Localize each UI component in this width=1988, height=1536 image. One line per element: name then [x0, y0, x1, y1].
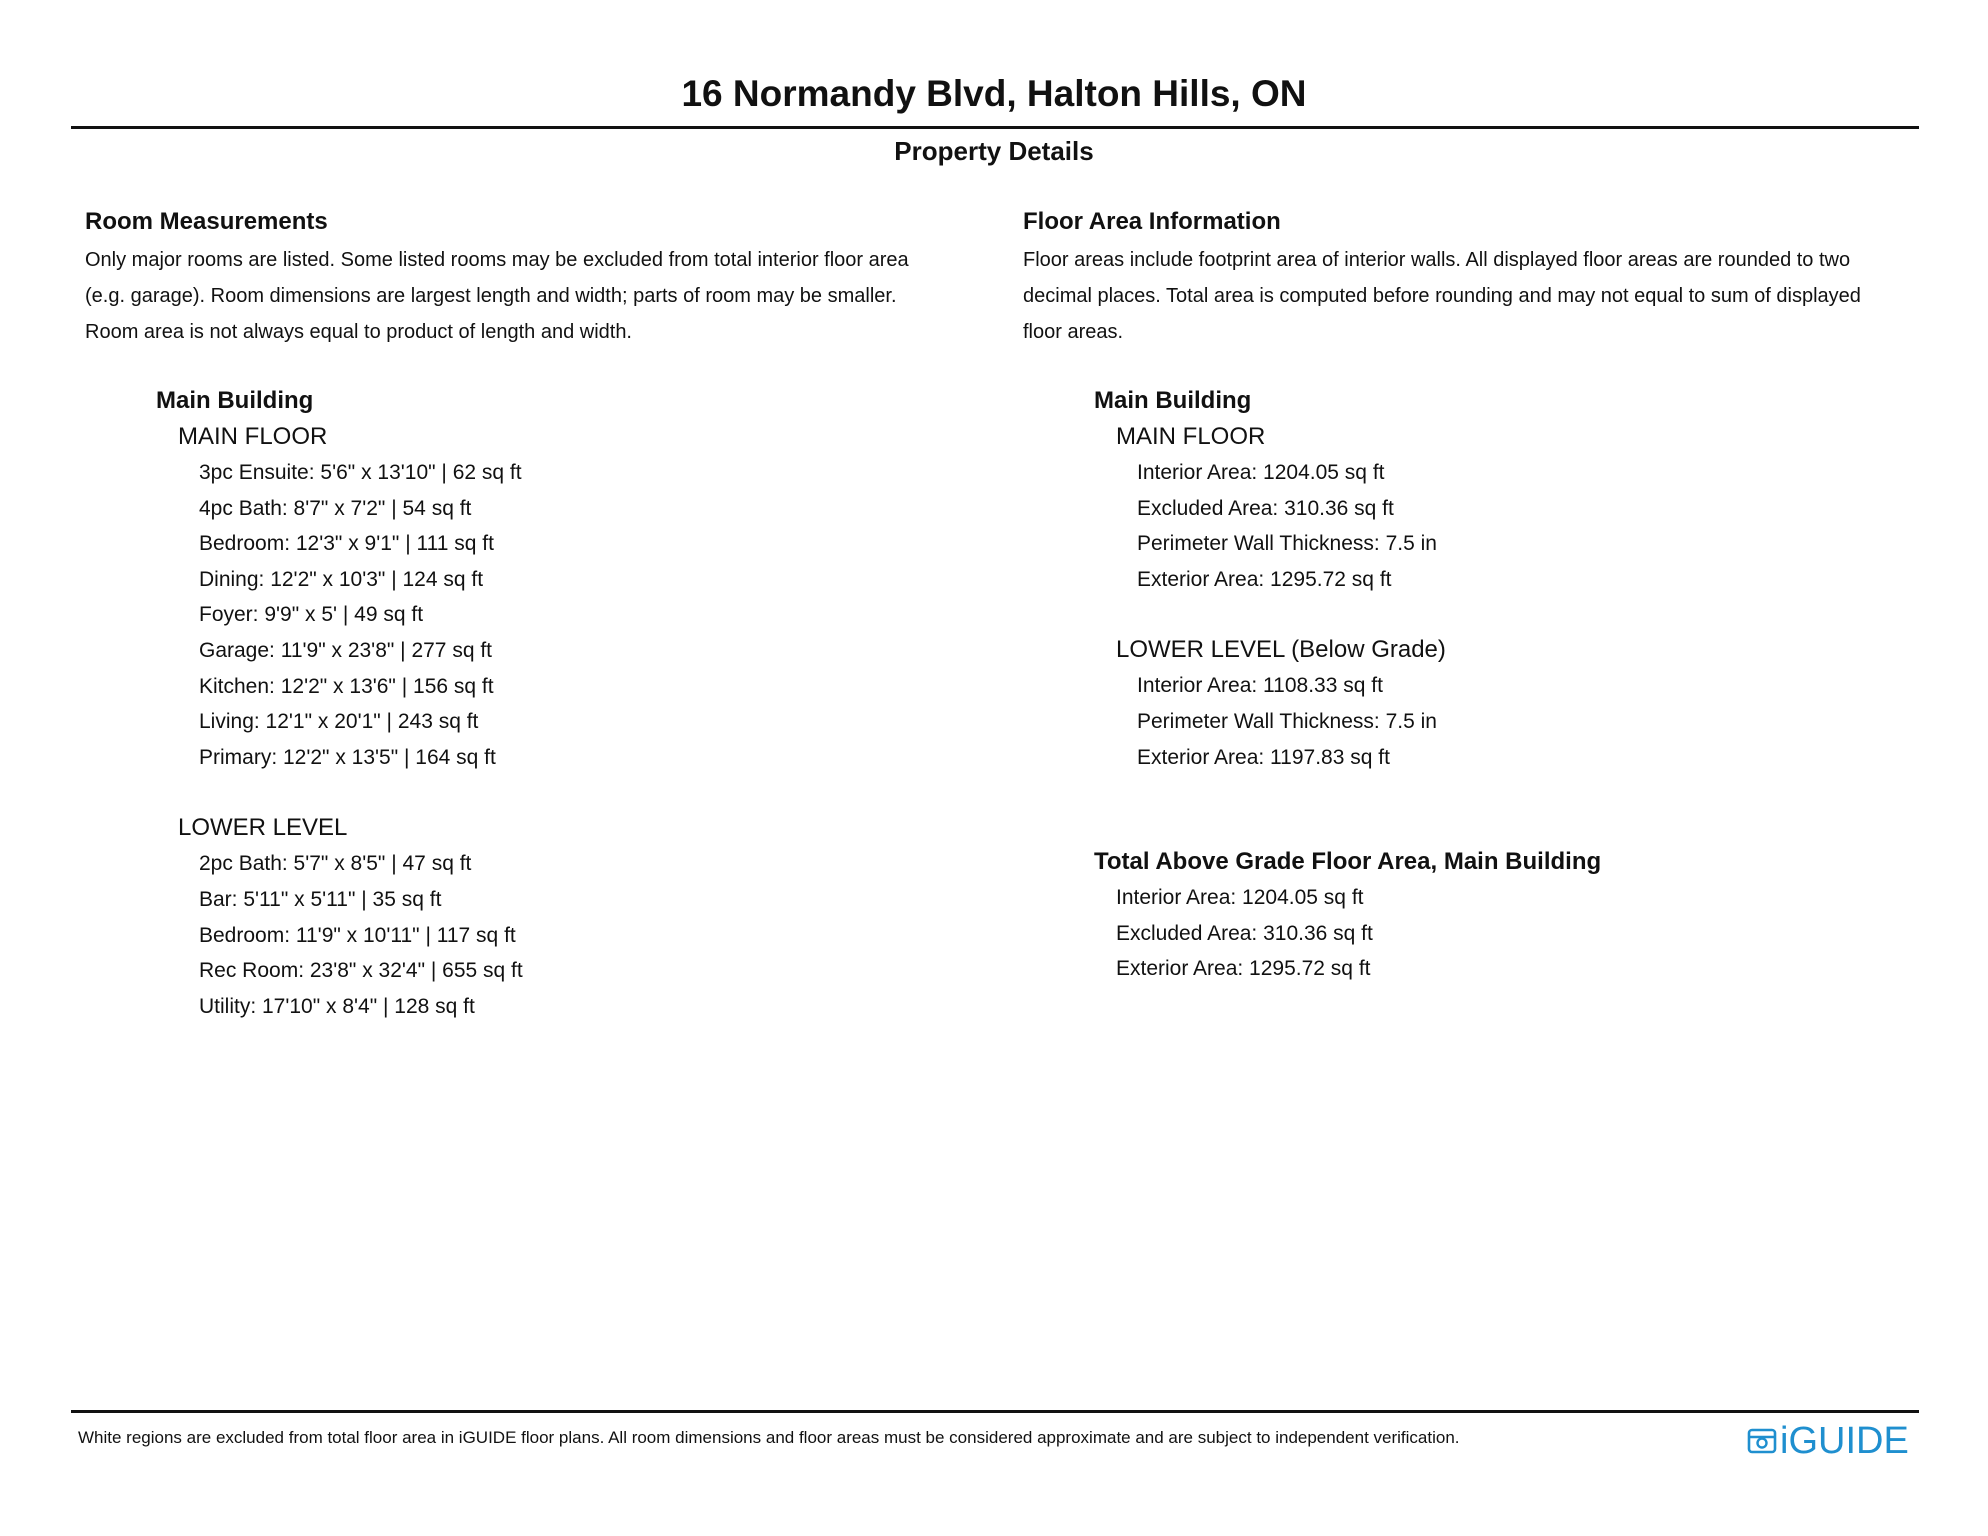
- area-item: Perimeter Wall Thickness: 7.5 in: [1137, 532, 1437, 556]
- room-measurements-section: [85, 204, 985, 1024]
- room-item: Garage: 11'9" x 23'8" | 277 sq ft: [199, 638, 493, 662]
- description-line: Room area is not always equal to product of length and width.: [85, 321, 632, 343]
- room-item: Dining: 12'2" x 10'3" | 124 sq ft: [199, 567, 484, 591]
- room-measurements-description: [85, 242, 985, 350]
- room-item: Living: 12'1" x 20'1" | 243 sq ft: [199, 710, 479, 734]
- total-area-heading: Total Above Grade Floor Area, Main Building: [1094, 848, 1602, 876]
- room-item: Foyer: 9'9" x 5' | 49 sq ft: [199, 603, 424, 627]
- room-item: Rec Room: 23'8" x 32'4" | 655 sq ft: [199, 959, 523, 983]
- description-line: floor areas.: [1023, 321, 1124, 343]
- description-line: Only major rooms are listed. Some listed rooms may be excluded from total interior floor area: [85, 249, 909, 271]
- description-line: decimal places. Total area is computed before rounding and may not equal to sum of displayed: [1023, 285, 1861, 307]
- page-title: 16 Normandy Blvd, Halton Hills, ON: [681, 73, 1307, 114]
- room-item: 4pc Bath: 8'7" x 7'2" | 54 sq ft: [199, 496, 472, 520]
- room-measurements-heading: Room Measurements: [85, 208, 328, 235]
- level-heading-lower-level: LOWER LEVEL: [178, 814, 348, 842]
- room-item: Bar: 5'11" x 5'11" | 35 sq ft: [199, 887, 442, 911]
- logo-text: iGUIDE: [1780, 1420, 1909, 1462]
- room-item: 3pc Ensuite: 5'6" x 13'10" | 62 sq ft: [199, 461, 522, 484]
- description-line: Floor areas include footprint area of interior walls. All displayed floor areas are rounded to two: [1023, 249, 1851, 271]
- level-heading-lower-level: LOWER LEVEL (Below Grade): [1116, 636, 1446, 664]
- area-item: Excluded Area: 310.36 sq ft: [1137, 496, 1394, 520]
- room-item: Utility: 17'10" x 8'4" | 128 sq ft: [199, 994, 475, 1018]
- floor-area-description: [1023, 242, 1923, 350]
- description-line: (e.g. garage). Room dimensions are largest length and width; parts of room may be smaller.: [85, 285, 897, 307]
- room-item: Bedroom: 11'9" x 10'11" | 117 sq ft: [199, 923, 516, 947]
- area-item: Exterior Area: 1295.72 sq ft: [1137, 567, 1392, 591]
- footer-divider: [71, 1410, 1919, 1413]
- floor-area-heading: Floor Area Information: [1023, 208, 1281, 235]
- total-area-item: Excluded Area: 310.36 sq ft: [1116, 921, 1373, 945]
- iguide-logo: [1747, 1419, 1909, 1463]
- header-divider: [71, 126, 1919, 129]
- area-item: Perimeter Wall Thickness: 7.5 in: [1137, 709, 1437, 733]
- room-item: Kitchen: 12'2" x 13'6" | 156 sq ft: [199, 674, 494, 698]
- room-item: 2pc Bath: 5'7" x 8'5" | 47 sq ft: [199, 852, 472, 876]
- footer-disclaimer: White regions are excluded from total floor area in iGUIDE floor plans. All room dimensions and floor areas must be considered approximate and are subject to independent verification.: [78, 1428, 1460, 1447]
- room-item: Bedroom: 12'3" x 9'1" | 111 sq ft: [199, 532, 494, 556]
- area-item: Exterior Area: 1197.83 sq ft: [1137, 745, 1390, 769]
- page-subtitle: Property Details: [894, 136, 1094, 166]
- camera-icon: [1747, 1426, 1777, 1456]
- area-item: Interior Area: 1204.05 sq ft: [1137, 461, 1385, 484]
- building-heading: Main Building: [156, 387, 314, 414]
- room-item: Primary: 12'2" x 13'5" | 164 sq ft: [199, 745, 496, 769]
- level-heading-main-floor: MAIN FLOOR: [1116, 423, 1266, 450]
- total-area-item: Exterior Area: 1295.72 sq ft: [1116, 957, 1371, 981]
- floor-area-section: [1023, 204, 1923, 987]
- total-area-item: Interior Area: 1204.05 sq ft: [1116, 886, 1364, 910]
- level-heading-main-floor: MAIN FLOOR: [178, 423, 328, 450]
- building-heading: Main Building: [1094, 387, 1252, 414]
- area-item: Interior Area: 1108.33 sq ft: [1137, 674, 1383, 698]
